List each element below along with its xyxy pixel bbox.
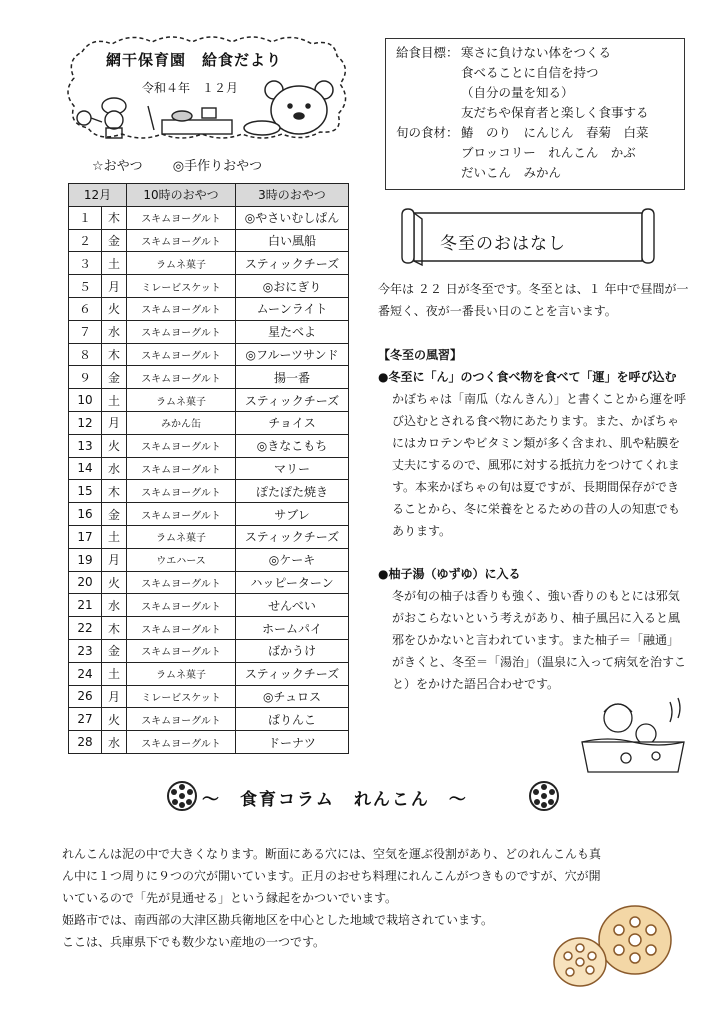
cell-morning-snack: ミレービスケット <box>127 685 236 708</box>
table-row <box>69 366 349 389</box>
cell-weekday: 金 <box>102 229 127 252</box>
cell-morning-snack: ラムネ菓子 <box>127 525 236 548</box>
custom1-body-line: かぼちゃは「南瓜（なんきん）」と書くことから運を呼 <box>392 392 687 406</box>
cell-weekday: 月 <box>102 548 127 571</box>
cell-afternoon-snack: スティックチーズ <box>236 252 349 275</box>
goal-line: 友だちや保育者と楽しく食事する <box>461 105 649 120</box>
table-row <box>69 457 349 480</box>
cell-morning-snack: スキムヨーグルト <box>127 343 236 366</box>
table-row <box>69 389 349 412</box>
cell-morning-snack: ラムネ菓子 <box>127 252 236 275</box>
cell-day: ５ <box>69 275 102 298</box>
solstice-intro-line: 今年は ２２ 日が冬至です。冬至とは、１ 年中で昼間が一 <box>378 282 689 296</box>
cell-day: 13 <box>69 434 102 457</box>
cell-weekday: 土 <box>102 252 127 275</box>
cell-morning-snack: スキムヨーグルト <box>127 457 236 480</box>
solstice-title-banner <box>398 205 658 267</box>
table-header-row <box>69 184 349 207</box>
cell-weekday: 水 <box>102 320 127 343</box>
snack-legend <box>92 155 288 174</box>
custom2-body-line: と）をかけた語呂合わせです。 <box>392 677 560 691</box>
cell-morning-snack: みかん缶 <box>127 411 236 434</box>
header-afternoon-snack: 3時のおやつ <box>236 184 349 207</box>
goal-line: 寒さに負けない体をつくる <box>461 45 612 60</box>
cell-day: 20 <box>69 571 102 594</box>
cell-morning-snack: ラムネ菓子 <box>127 389 236 412</box>
cell-morning-snack: スキムヨーグルト <box>127 708 236 731</box>
table-row <box>69 594 349 617</box>
custom2-body-line: 邪をひかないと言われています。また柚子＝「融通」 <box>392 633 680 647</box>
cell-afternoon-snack: ◎おにぎり <box>236 275 349 298</box>
table-row <box>69 320 349 343</box>
cell-day: 15 <box>69 480 102 503</box>
custom2-body-line: 冬が旬の柚子は香りも強く、強い香りのもとには邪気 <box>392 589 680 603</box>
cell-afternoon-snack: 白い風船 <box>236 229 349 252</box>
cell-afternoon-snack: ◎フルーツサンド <box>236 343 349 366</box>
cell-afternoon-snack: スティックチーズ <box>236 525 349 548</box>
table-row <box>69 503 349 526</box>
cell-weekday: 木 <box>102 480 127 503</box>
cell-morning-snack: スキムヨーグルト <box>127 206 236 229</box>
custom1-body-line: ることから、冬に栄養をとるための昔の人の知恵でも <box>392 502 681 516</box>
cell-morning-snack: スキムヨーグルト <box>127 594 236 617</box>
cell-day: 19 <box>69 548 102 571</box>
cell-afternoon-snack: スティックチーズ <box>236 662 349 685</box>
column-body-line: いているので「先が見通せる」という縁起をかついでいます。 <box>62 891 398 905</box>
customs-heading: 【冬至の風習】 <box>378 348 463 362</box>
cell-weekday: 金 <box>102 503 127 526</box>
column-body-line: れんこんは泥の中で大きくなります。断面にある穴には、空気を運ぶ役割があり、どのれんこんも真 <box>62 847 602 861</box>
cell-afternoon-snack: チョイス <box>236 411 349 434</box>
cell-weekday: 火 <box>102 708 127 731</box>
cell-afternoon-snack: ◎ケーキ <box>236 548 349 571</box>
column-body-line: ここは、兵庫県下でも数少ない産地の一つです。 <box>62 935 326 949</box>
cell-weekday: 水 <box>102 594 127 617</box>
cell-day: ２ <box>69 229 102 252</box>
cell-day: 21 <box>69 594 102 617</box>
cell-afternoon-snack: 揚一番 <box>236 366 349 389</box>
cell-morning-snack: スキムヨーグルト <box>127 480 236 503</box>
table-row <box>69 206 349 229</box>
cell-morning-snack: スキムヨーグルト <box>127 297 236 320</box>
cell-day: 26 <box>69 685 102 708</box>
cell-morning-snack: スキムヨーグルト <box>127 731 236 754</box>
cell-morning-snack: スキムヨーグルト <box>127 503 236 526</box>
cell-day: 23 <box>69 639 102 662</box>
table-row <box>69 275 349 298</box>
cell-weekday: 金 <box>102 366 127 389</box>
custom1-body-line: 丈夫にするので、風邪に対する抵抗力をつけてくれま <box>392 458 680 472</box>
cell-weekday: 木 <box>102 343 127 366</box>
cell-day: 22 <box>69 617 102 640</box>
table-row <box>69 662 349 685</box>
lunch-goals-box <box>385 38 685 190</box>
cell-day: 24 <box>69 662 102 685</box>
snack-schedule-table <box>68 183 349 754</box>
cell-afternoon-snack: ムーンライト <box>236 297 349 320</box>
cell-day: ７ <box>69 320 102 343</box>
table-row <box>69 708 349 731</box>
cell-morning-snack: スキムヨーグルト <box>127 571 236 594</box>
cell-afternoon-snack: ◎チュロス <box>236 685 349 708</box>
cell-morning-snack: スキムヨーグルト <box>127 639 236 662</box>
cell-day: 27 <box>69 708 102 731</box>
custom1-body-line: す。本来かぼちゃの旬は夏ですが、長期間保存ができ <box>392 480 680 494</box>
cell-weekday: 土 <box>102 662 127 685</box>
cell-morning-snack: スキムヨーグルト <box>127 229 236 252</box>
cell-day: 28 <box>69 731 102 754</box>
cell-afternoon-snack: ぽたぽた焼き <box>236 480 349 503</box>
table-row <box>69 548 349 571</box>
cell-afternoon-snack: ぱりんこ <box>236 708 349 731</box>
table-row <box>69 639 349 662</box>
cell-weekday: 月 <box>102 275 127 298</box>
cell-weekday: 水 <box>102 457 127 480</box>
lotus-root-icon <box>528 780 560 812</box>
cell-morning-snack: スキムヨーグルト <box>127 434 236 457</box>
cell-weekday: 火 <box>102 434 127 457</box>
cell-morning-snack: スキムヨーグルト <box>127 617 236 640</box>
solstice-intro-line: 番短く、夜が一番長い日のことを言います。 <box>378 304 617 318</box>
cell-afternoon-snack: ばかうけ <box>236 639 349 662</box>
table-row <box>69 571 349 594</box>
cell-afternoon-snack: せんべい <box>236 594 349 617</box>
cell-weekday: 金 <box>102 639 127 662</box>
table-row <box>69 525 349 548</box>
column-body-line: 姫路市では、南西部の大津区勘兵衛地区を中心とした地域で栽培されています。 <box>62 913 494 927</box>
cell-afternoon-snack: スティックチーズ <box>236 389 349 412</box>
cell-weekday: 水 <box>102 731 127 754</box>
legend-homemade: ◎手作りおやつ <box>172 159 263 174</box>
goal-line: 食べることに自信を持つ <box>461 65 599 80</box>
goal-line: （自分の量を知る） <box>461 85 574 100</box>
cell-day: 17 <box>69 525 102 548</box>
table-row <box>69 434 349 457</box>
cell-afternoon-snack: ホームパイ <box>236 617 349 640</box>
custom1-body-line: び込むとされる食べ物にあたります。また、かぼちゃ <box>392 414 680 428</box>
cell-weekday: 月 <box>102 685 127 708</box>
ingredient-line: だいこん みかん <box>461 165 562 180</box>
ingredients-label: 旬の食材： <box>396 125 459 140</box>
cell-afternoon-snack: ドーナツ <box>236 731 349 754</box>
cell-morning-snack: ウエハース <box>127 548 236 571</box>
newsletter-date: 令和４年 １２月 <box>142 81 239 95</box>
cell-weekday: 月 <box>102 411 127 434</box>
solstice-title: 冬至のおはなし <box>440 234 566 254</box>
cell-day: ３ <box>69 252 102 275</box>
table-row <box>69 731 349 754</box>
cell-day: 14 <box>69 457 102 480</box>
cell-weekday: 木 <box>102 206 127 229</box>
legend-snack: ☆おやつ <box>92 159 143 174</box>
cell-afternoon-snack: ハッピーターン <box>236 571 349 594</box>
ingredient-line: 鰆 のり にんじん 春菊 白菜 <box>461 125 649 140</box>
column-title: ～ 食育コラム れんこん ～ <box>202 790 468 810</box>
cell-day: 12 <box>69 411 102 434</box>
custom1-body-line: あります。 <box>392 524 452 538</box>
cell-weekday: 土 <box>102 525 127 548</box>
table-row <box>69 229 349 252</box>
cell-afternoon-snack: サブレ <box>236 503 349 526</box>
cell-weekday: 火 <box>102 571 127 594</box>
lotus-root-icon <box>166 780 198 812</box>
cell-day: ６ <box>69 297 102 320</box>
cell-weekday: 土 <box>102 389 127 412</box>
cell-afternoon-snack: ◎やさいむしぱん <box>236 206 349 229</box>
cell-day: １ <box>69 206 102 229</box>
custom1-heading: ●冬至に「ん」のつく食べ物を食べて「運」を呼び込む <box>378 370 677 384</box>
yuzu-bath-illustration <box>578 692 688 778</box>
header-cloud <box>62 32 352 142</box>
cell-day: ９ <box>69 366 102 389</box>
custom2-body-line: がきくと、冬至＝「湯治」（温泉に入って病気を治すこ <box>392 655 687 669</box>
table-row <box>69 617 349 640</box>
table-row <box>69 343 349 366</box>
ingredient-line: ブロッコリー れんこん かぶ <box>461 145 636 160</box>
table-row <box>69 297 349 320</box>
cell-morning-snack: スキムヨーグルト <box>127 320 236 343</box>
cell-day: ８ <box>69 343 102 366</box>
header-month: 12月 <box>69 184 127 207</box>
goal-label: 給食目標： <box>396 45 459 60</box>
cell-morning-snack: スキムヨーグルト <box>127 366 236 389</box>
custom2-heading: ●柚子湯（ゆずゆ）に入る <box>378 567 521 581</box>
newsletter-title: 網干保育園 給食だより <box>106 51 283 69</box>
cell-afternoon-snack: マリー <box>236 457 349 480</box>
table-row <box>69 252 349 275</box>
header-morning-snack: 10時のおやつ <box>127 184 236 207</box>
cell-day: 10 <box>69 389 102 412</box>
table-row <box>69 480 349 503</box>
lotus-root-illustration <box>550 900 680 990</box>
cell-weekday: 火 <box>102 297 127 320</box>
cell-morning-snack: ミレービスケット <box>127 275 236 298</box>
cell-weekday: 木 <box>102 617 127 640</box>
cell-day: 16 <box>69 503 102 526</box>
custom1-body-line: にはカロテンやビタミン類が多く含まれ、肌や粘膜を <box>392 436 681 450</box>
cell-morning-snack: ラムネ菓子 <box>127 662 236 685</box>
table-row <box>69 411 349 434</box>
cell-afternoon-snack: ◎きなこもち <box>236 434 349 457</box>
cell-afternoon-snack: 星たべよ <box>236 320 349 343</box>
table-row <box>69 685 349 708</box>
column-body-line: ん中に１つ周りに９つの穴が開いています。正月のおせち料理にれんこんがつきものですが、穴が開 <box>62 869 601 883</box>
custom2-body-line: がおこらないという考えがあり、柚子風呂に入ると風 <box>392 611 681 625</box>
